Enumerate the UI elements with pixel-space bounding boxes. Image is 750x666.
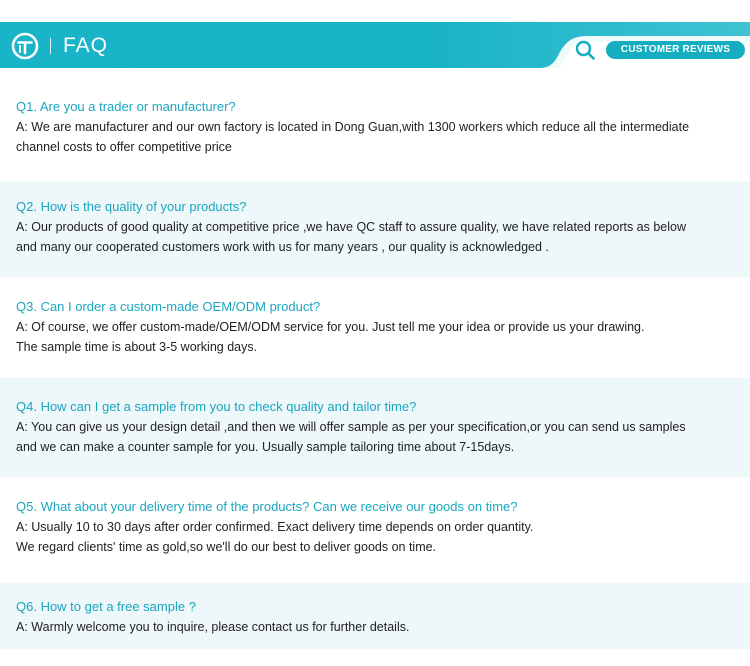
- faq-answer: [16, 117, 738, 157]
- faq-answer-line: A: Our products of good quality at competitive price ,we have QC staff to assure quality, we have related reports as below: [16, 220, 687, 234]
- faq-answer-line: The sample time is about 3-5 working days.: [16, 340, 258, 354]
- faq-item-3: [0, 277, 750, 378]
- faq-answer: [16, 517, 738, 557]
- customer-reviews-button[interactable]: CUSTOMER REVIEWS: [606, 41, 745, 59]
- faq-answer-line: A: Of course, we offer custom-made/OEM/ODM service for you. Just tell me your idea or provide us your drawing.: [16, 320, 645, 334]
- faq-answer-line: and many our cooperated customers work with us for many years , our quality is acknowledged .: [16, 240, 549, 254]
- header-divider: [50, 38, 51, 54]
- faq-item-5: [0, 477, 750, 583]
- faq-answer: [16, 617, 738, 637]
- faq-answer: [16, 317, 738, 357]
- faq-answer: [16, 417, 738, 457]
- faq-answer: [16, 217, 738, 257]
- faq-answer-line: We regard clients' time as gold,so we'll do our best to deliver goods on time.: [16, 540, 437, 554]
- faq-answer-line: A: Warmly welcome you to inquire, please contact us for further details.: [16, 620, 410, 634]
- faq-question: Q3. Can I order a custom-made OEM/ODM product?: [16, 299, 321, 314]
- company-logo-icon: [11, 32, 39, 60]
- faq-question: Q2. How is the quality of your products?: [16, 199, 247, 214]
- faq-answer-line: A: You can give us your design detail ,and then we will offer sample as per your specification,or you can send us samples: [16, 420, 686, 434]
- faq-item-6: [0, 583, 750, 649]
- faq-question: Q4. How can I get a sample from you to check quality and tailor time?: [16, 399, 417, 414]
- faq-answer-line: channel costs to offer competitive price: [16, 140, 232, 154]
- faq-answer-line: and we can make a counter sample for you. Usually sample tailoring time about 7-15days.: [16, 440, 515, 454]
- faq-question: Q1. Are you a trader or manufacturer?: [16, 99, 236, 114]
- faq-header-banner: [0, 22, 750, 68]
- search-icon[interactable]: [574, 39, 596, 61]
- faq-item-2: [0, 181, 750, 277]
- page-title: FAQ: [63, 34, 109, 57]
- faq-answer-line: A: We are manufacturer and our own factory is located in Dong Guan,with 1300 workers which reduce all the intermediate: [16, 120, 690, 134]
- faq-item-4: [0, 378, 750, 477]
- faq-answer-line: A: Usually 10 to 30 days after order confirmed. Exact delivery time depends on order quantity.: [16, 520, 534, 534]
- faq-question: Q6. How to get a free sample ?: [16, 599, 196, 614]
- faq-item-1: [0, 82, 750, 181]
- faq-question: Q5. What about your delivery time of the products? Can we receive our goods on time?: [16, 499, 518, 514]
